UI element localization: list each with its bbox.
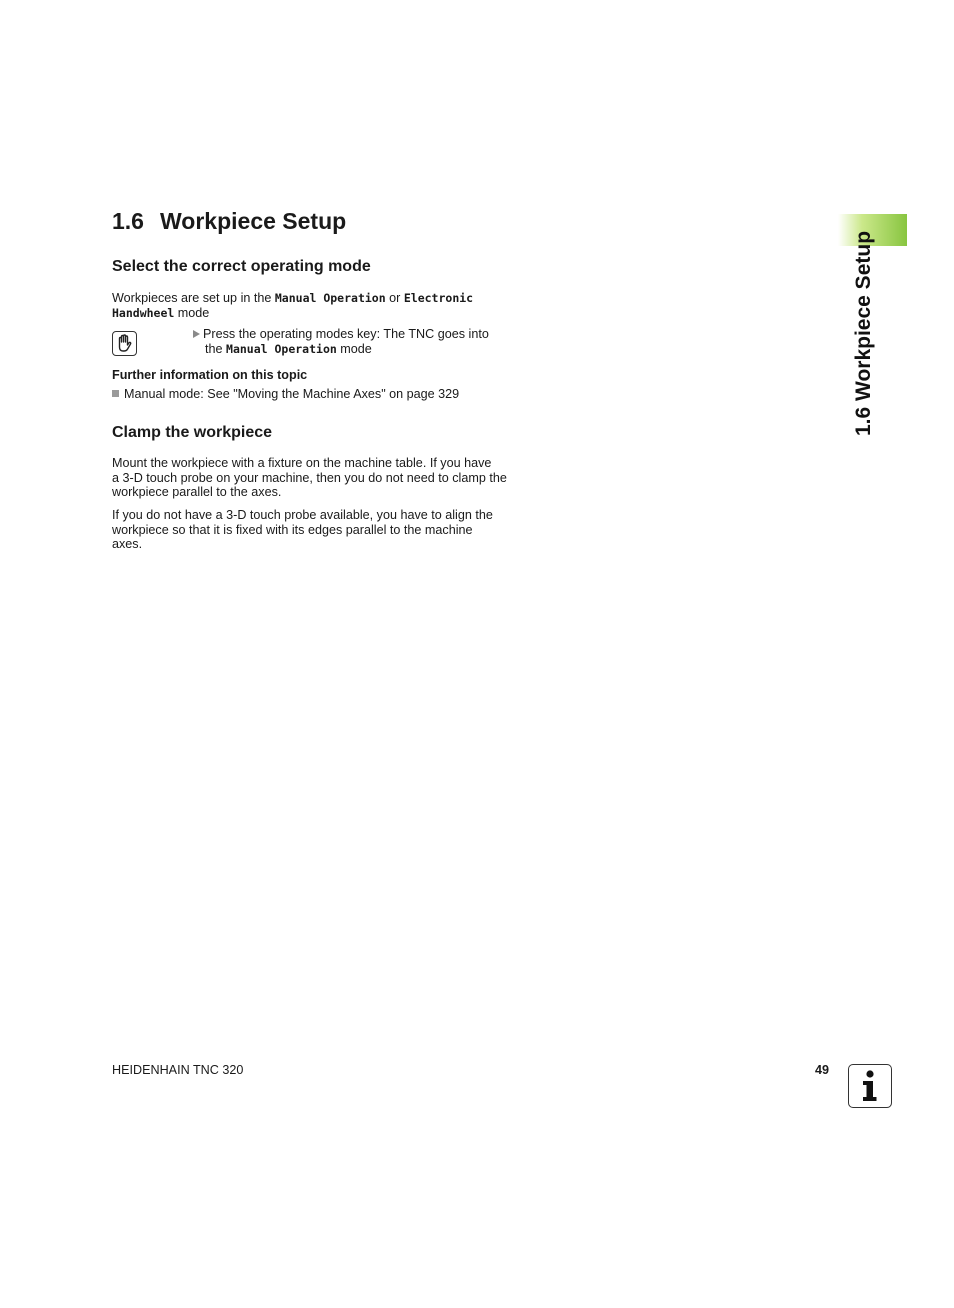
code-handwheel: Handwheel: [112, 305, 175, 320]
clamp-p2-line3: axes.: [112, 537, 143, 551]
section-title-text: Workpiece Setup: [160, 208, 347, 234]
step-text-mode: mode: [336, 341, 372, 356]
footer-product: HEIDENHAIN TNC 320: [112, 1063, 244, 1077]
step-instruction: [193, 327, 513, 356]
clamp-p2-line2: workpiece so that it is fixed with its edges parallel to the machine: [112, 522, 473, 537]
step-arrow-icon: [193, 330, 200, 338]
side-tab-label: 1.6 Workpiece Setup: [852, 230, 875, 436]
intro-text-start: Workpieces are set up in the: [112, 291, 275, 305]
clamp-p2-line1: If you do not have a 3-D touch probe available, you have to align the: [112, 508, 493, 522]
intro-paragraph: [112, 291, 512, 320]
intro-text-or: or: [385, 291, 404, 305]
clamp-paragraph-1: [112, 456, 532, 500]
step-text-line1: Press the operating modes key: The TNC goes into: [203, 327, 489, 341]
subsection-heading-clamp: Clamp the workpiece: [112, 424, 273, 441]
info-icon[interactable]: [848, 1064, 892, 1108]
further-info-item: [112, 387, 459, 401]
clamp-p1-line2: a 3-D touch probe on your machine, then you do not need to clamp the: [112, 470, 507, 485]
code-manual-operation: Manual Operation: [274, 291, 386, 305]
bullet-square-icon: [112, 390, 119, 397]
page-number: 49: [815, 1063, 830, 1077]
intro-text-mode: mode: [174, 305, 210, 320]
section-title: [112, 208, 346, 235]
clamp-p1-line3: workpiece parallel to the axes.: [112, 485, 282, 499]
further-info-heading: Further information on this topic: [112, 368, 308, 382]
subsection-heading-operating-mode: Select the correct operating mode: [112, 258, 371, 275]
step-text-the: the: [205, 341, 227, 356]
section-number: 1.6: [112, 208, 144, 234]
hand-icon: [112, 331, 137, 356]
code-step-manual-operation: Manual Operation: [226, 341, 337, 356]
further-info-link-text[interactable]: Manual mode: See "Moving the Machine Axes" on page 329: [124, 387, 460, 401]
clamp-paragraph-2: [112, 508, 532, 552]
code-electronic: Electronic: [403, 291, 474, 305]
clamp-p1-line1: Mount the workpiece with a fixture on the machine table. If you have: [112, 456, 492, 470]
